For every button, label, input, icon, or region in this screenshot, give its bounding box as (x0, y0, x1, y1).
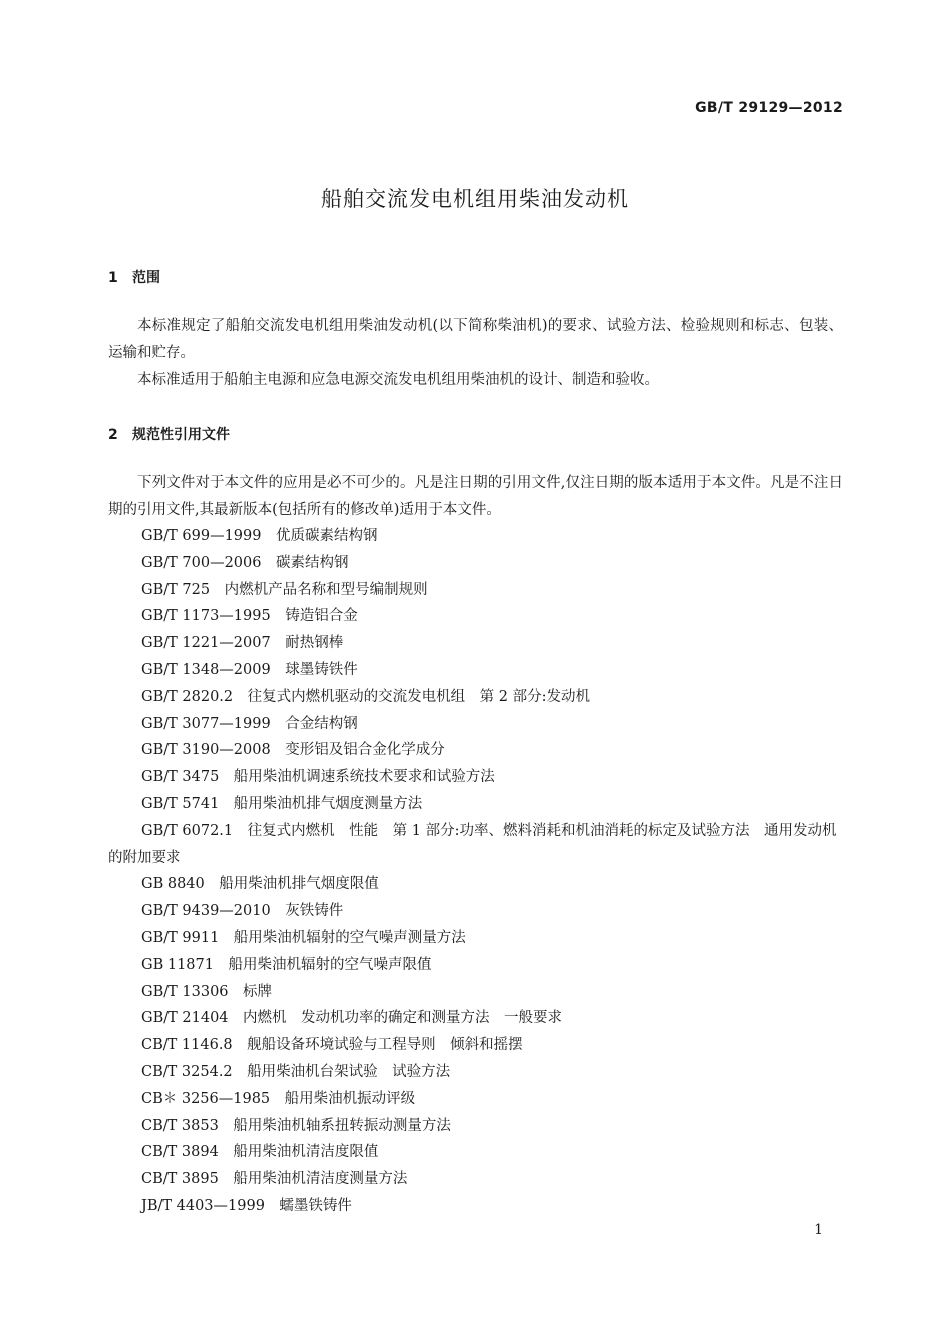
reference-item: GB/T 699—1999 优质碳素结构钢 (141, 528, 378, 544)
section-number: 2 (108, 427, 118, 443)
reference-item: GB 11871 船用柴油机辐射的空气噪声限值 (141, 956, 432, 973)
reference-item: GB/T 13306 标牌 (141, 983, 273, 1000)
reference-item: GB/T 9911 船用柴油机辐射的空气噪声测量方法 (141, 929, 466, 946)
reference-item: GB/T 1348—2009 球墨铸铁件 (141, 661, 358, 678)
reference-item: GB/T 2820.2 往复式内燃机驱动的交流发电机组 第 2 部分:发动机 (141, 688, 590, 705)
reference-item: GB/T 3077—1999 合金结构钢 (141, 715, 358, 732)
reference-item: GB/T 1221—2007 耐热钢棒 (141, 635, 344, 652)
section-heading-text: 规范性引用文件 (132, 427, 230, 443)
reference-item: GB/T 1173—1995 铸造铝合金 (141, 608, 358, 625)
reference-item: CB/T 3853 船用柴油机轴系扭转振动测量方法 (141, 1117, 451, 1134)
reference-item: GB/T 3475 船用柴油机调速系统技术要求和试验方法 (141, 769, 495, 786)
page-number: 1 (814, 1222, 823, 1238)
reference-item: GB/T 700—2006 碳素结构钢 (141, 554, 349, 571)
section-heading-normative-references (108, 424, 230, 444)
reference-item: GB/T 725 内燃机产品名称和型号编制规则 (141, 581, 428, 598)
reference-item: CB/T 3895 船用柴油机清洁度测量方法 (141, 1171, 408, 1188)
reference-item: CB/T 1146.8 舰船设备环境试验与工程导则 倾斜和摇摆 (141, 1037, 523, 1054)
reference-item: GB/T 9439—2010 灰铁铸件 (141, 903, 344, 920)
scope-paragraph: 本标准规定了船舶交流发电机组用柴油发动机(以下简称柴油机)的要求、试验方法、检验规则和标志、包装、运输和贮存。 (108, 318, 843, 361)
reference-item: GB/T 21404 内燃机 发动机功率的确定和测量方法 一般要求 (141, 1010, 563, 1027)
reference-item: JB/T 4403—1999 蠕墨铁铸件 (141, 1197, 352, 1214)
reference-item: GB/T 3190—2008 变形铝及铝合金化学成分 (141, 742, 445, 759)
section-heading-text: 范围 (132, 270, 160, 286)
references-intro-paragraph: 下列文件对于本文件的应用是必不可少的。凡是注日期的引用文件,仅注日期的版本适用于本文件。凡是不注日期的引用文件,其最新版本(包括所有的修改单)适用于本文件。 (108, 475, 843, 518)
reference-item: CB/T 3894 船用柴油机清洁度限值 (141, 1144, 379, 1161)
scope-paragraph: 本标准适用于船舶主电源和应急电源交流发电机组用柴油机的设计、制造和验收。 (137, 372, 659, 388)
reference-item: CB/T 3254.2 船用柴油机台架试验 试验方法 (141, 1063, 451, 1080)
reference-list (108, 523, 843, 1220)
standard-code: GB/T 29129—2012 (695, 100, 843, 116)
section-heading-scope (108, 267, 160, 287)
section-number: 1 (108, 270, 118, 286)
document-title: 船舶交流发电机组用柴油发动机 (321, 187, 629, 211)
reference-item: GB/T 6072.1 往复式内燃机 性能 第 1 部分:功率、燃料消耗和机油消耗的标定及试验方法 通用发动机的附加要求 (108, 822, 837, 866)
reference-item: CB＊ 3256—1985 船用柴油机振动评级 (141, 1090, 416, 1107)
reference-item: GB/T 5741 船用柴油机排气烟度测量方法 (141, 795, 423, 812)
reference-item: GB 8840 船用柴油机排气烟度限值 (141, 876, 379, 893)
